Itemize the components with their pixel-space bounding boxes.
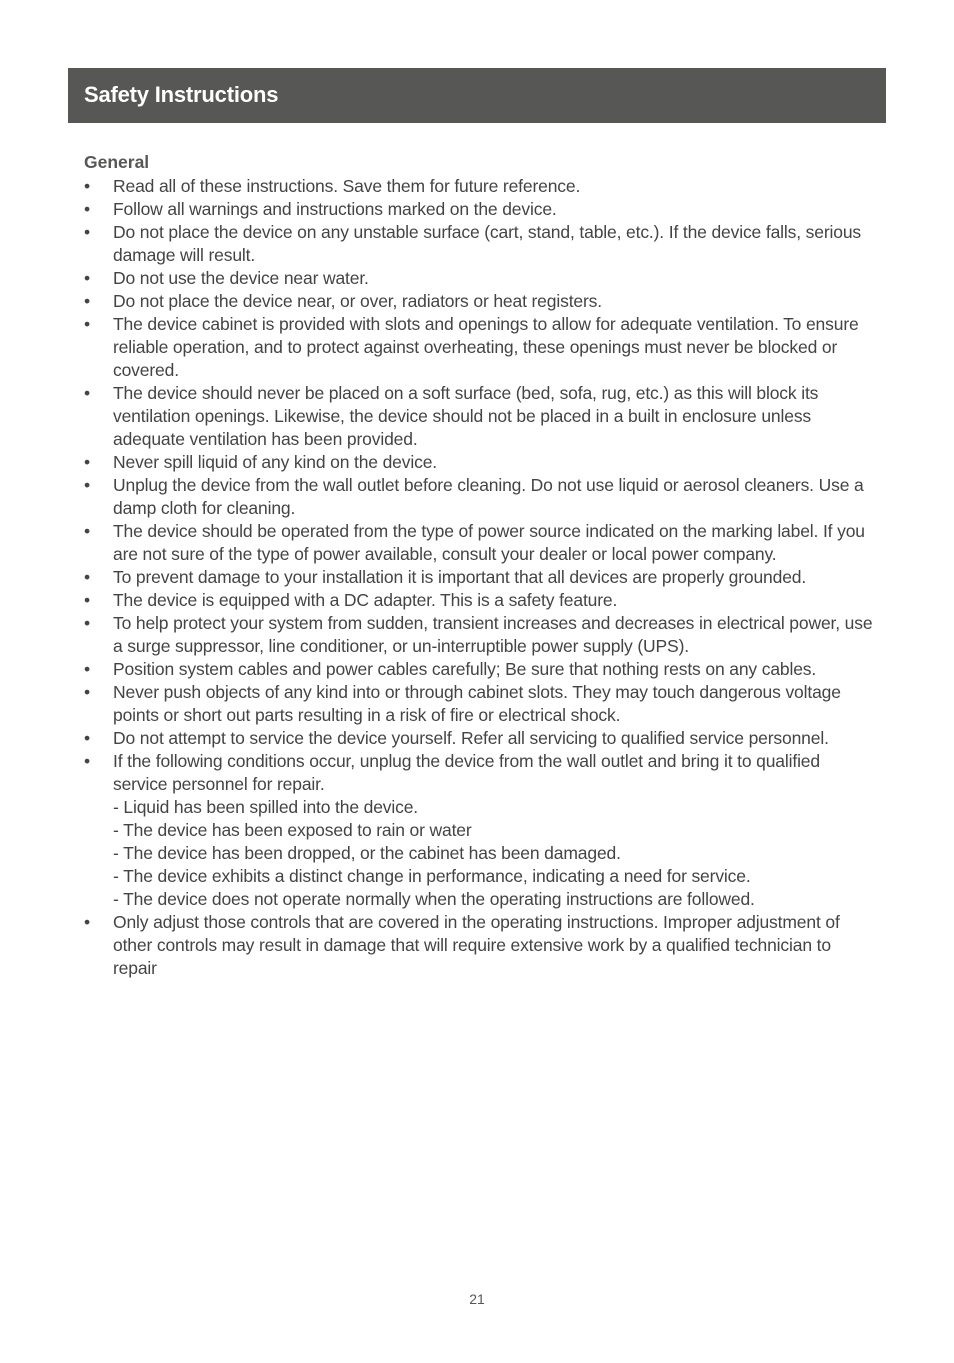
list-item [84, 313, 874, 382]
list-item-text: If the following conditions occur, unplug the device from the wall outlet and bring it to qualified service personnel for repair. [113, 751, 820, 794]
list-item-text: Do not use the device near water. [113, 268, 369, 288]
bullet-glyph: • [84, 268, 90, 288]
list-item [84, 520, 874, 566]
sub-list-item: - The device does not operate normally when the operating instructions are followed. [113, 889, 755, 909]
list-item [84, 175, 874, 198]
list-item-text: The device should be operated from the type of power source indicated on the marking label. If you are not sure of the type of power available, consult your dealer or local power company. [113, 521, 865, 564]
list-item [84, 221, 874, 267]
section-heading: General [84, 152, 150, 172]
bullet-glyph: • [84, 659, 90, 679]
list-item-text: The device cabinet is provided with slots and openings to allow for adequate ventilation. To ensure reliable operation, and to protect against overheating, these openings must never be blocked or covered. [113, 314, 859, 380]
bullet-glyph: • [84, 314, 90, 334]
safety-content [84, 151, 874, 980]
list-item-text: Follow all warnings and instructions marked on the device. [113, 199, 557, 219]
instruction-list [84, 175, 874, 980]
bullet-glyph: • [84, 728, 90, 748]
list-item-text: Only adjust those controls that are covered in the operating instructions. Improper adjustment of other controls may result in damage that will require extensive work by a qualified technician to repair [113, 912, 840, 978]
bullet-glyph: • [84, 452, 90, 472]
list-item-text: To help protect your system from sudden, transient increases and decreases in electrical power, use a surge suppressor, line conditioner, or un-interruptible power supply (UPS). [113, 613, 873, 656]
bullet-glyph: • [84, 682, 90, 702]
bullet-glyph: • [84, 590, 90, 610]
list-item-text: Do not attempt to service the device yourself. Refer all servicing to qualified service personnel. [113, 728, 829, 748]
bullet-glyph: • [84, 751, 90, 771]
list-item-text: To prevent damage to your installation it is important that all devices are properly grounded. [113, 567, 807, 587]
list-item [84, 198, 874, 221]
list-item-text: Position system cables and power cables carefully; Be sure that nothing rests on any cables. [113, 659, 817, 679]
list-item [84, 382, 874, 451]
list-item-text: Unplug the device from the wall outlet before cleaning. Do not use liquid or aerosol cleaners. Use a damp cloth for cleaning. [113, 475, 864, 518]
bullet-glyph: • [84, 176, 90, 196]
sub-list-item: - The device exhibits a distinct change in performance, indicating a need for service. [113, 866, 751, 886]
bullet-glyph: • [84, 222, 90, 242]
list-item [84, 681, 874, 727]
page-number: 21 [469, 1291, 485, 1307]
page-title: Safety Instructions [84, 82, 279, 107]
sub-list-item: - The device has been dropped, or the cabinet has been damaged. [113, 843, 621, 863]
section-header-bar [68, 68, 886, 123]
bullet-glyph: • [84, 199, 90, 219]
bullet-glyph: • [84, 521, 90, 541]
bullet-glyph: • [84, 567, 90, 587]
bullet-glyph: • [84, 912, 90, 932]
list-item-text: Do not place the device near, or over, radiators or heat registers. [113, 291, 602, 311]
bullet-glyph: • [84, 383, 90, 403]
list-item-text: Never spill liquid of any kind on the device. [113, 452, 437, 472]
list-item [84, 589, 874, 612]
list-item [84, 727, 874, 750]
bullet-glyph: • [84, 613, 90, 633]
list-item [84, 451, 874, 474]
list-item [84, 658, 874, 681]
sub-list-item: - Liquid has been spilled into the device. [113, 797, 419, 817]
list-item [84, 566, 874, 589]
list-item [84, 474, 874, 520]
list-item-text: The device is equipped with a DC adapter. This is a safety feature. [113, 590, 618, 610]
sub-list-item: - The device has been exposed to rain or water [113, 820, 472, 840]
list-item [84, 267, 874, 290]
list-item [84, 612, 874, 658]
list-item-text: The device should never be placed on a soft surface (bed, sofa, rug, etc.) as this will block its ventilation openings. Likewise, the device should not be placed in a built in enclosure unless adequate ventilation has been provided. [113, 383, 819, 449]
list-item [84, 290, 874, 313]
list-item-text: Do not place the device on any unstable surface (cart, stand, table, etc.). If the device falls, serious damage will result. [113, 222, 862, 265]
list-item [84, 911, 874, 980]
list-item [84, 750, 874, 911]
bullet-glyph: • [84, 291, 90, 311]
list-item-text: Read all of these instructions. Save them for future reference. [113, 176, 581, 196]
list-item-text: Never push objects of any kind into or through cabinet slots. They may touch dangerous voltage points or short out parts resulting in a risk of fire or electrical shock. [113, 682, 841, 725]
bullet-glyph: • [84, 475, 90, 495]
